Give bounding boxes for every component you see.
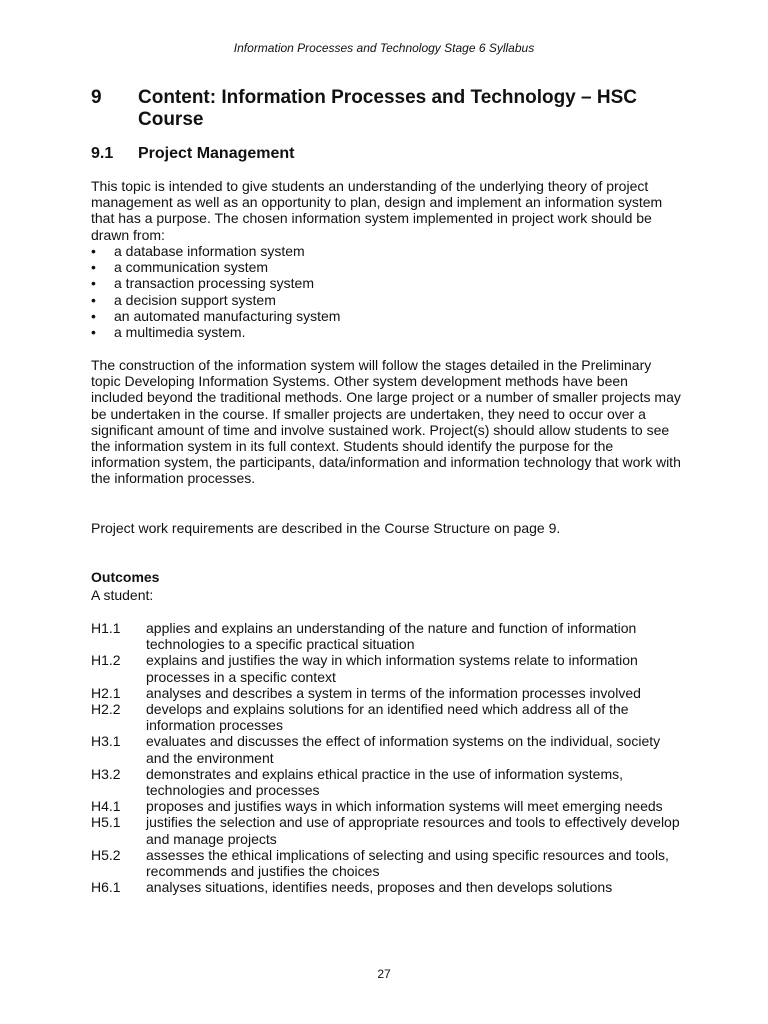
bullet-icon: •: [91, 275, 96, 292]
list-item-text: a multimedia system.: [114, 324, 246, 341]
outcome-item: [91, 766, 691, 798]
outcome-text: explains and justifies the way in which information systems relate to information processes in a specific context: [146, 652, 638, 685]
list-item: [91, 324, 681, 340]
outcome-list: [91, 620, 691, 895]
outcome-code: H3.1: [91, 733, 121, 750]
outcome-code: H5.2: [91, 846, 121, 863]
outcome-item: [91, 798, 691, 814]
section-number: 9.1: [91, 145, 114, 162]
outcome-item: [91, 685, 691, 701]
bullet-icon: •: [91, 291, 96, 308]
outcomes-lead: A student:: [91, 587, 154, 603]
construction-paragraph: The construction of the information system will follow the stages detailed in the Preliminary topic Developing Information Systems. Other system development methods have been included beyond the traditional methods. One large project or a number of smaller projects may be undertaken in the course. If smaller projects are undertaken, they need to occur over a significant amount of time and involve sustained work. Project(s) should allow students to see the information system in its full context. Students should identify the purpose for the information system, the participants, data/information and information technology that work with the information processes.: [91, 357, 681, 487]
list-item: [91, 259, 681, 275]
outcome-code: H6.1: [91, 879, 121, 896]
outcome-item: [91, 814, 691, 846]
list-item: [91, 308, 681, 324]
outcome-code: H1.1: [91, 620, 121, 636]
outcome-text: assesses the ethical implications of selecting and using specific resources and tools, recommends and justifies the choices: [146, 846, 669, 880]
outcome-item: [91, 733, 691, 765]
bullet-icon: •: [91, 243, 96, 259]
outcome-code: H4.1: [91, 798, 121, 815]
list-item: [91, 275, 681, 291]
list-item-text: a transaction processing system: [114, 275, 314, 292]
outcome-code: H3.2: [91, 765, 121, 782]
outcome-text: analyses situations, identifies needs, proposes and then develops solutions: [146, 879, 613, 896]
outcome-code: H2.2: [91, 701, 121, 718]
outcome-text: evaluates and discusses the effect of information systems on the individual, society and the environment: [146, 733, 661, 766]
bullet-icon: •: [91, 324, 96, 341]
list-item-text: a database information system: [114, 243, 305, 259]
system-type-list: [91, 243, 681, 340]
bullet-icon: •: [91, 259, 96, 276]
outcome-text: justifies the selection and use of appropriate resources and tools to effectively develop and manage projects: [146, 814, 680, 847]
outcome-text: proposes and justifies ways in which information systems will meet emerging needs: [146, 798, 663, 815]
outcome-code: H1.2: [91, 652, 121, 669]
outcome-text: develops and explains solutions for an identified need which address all of the information processes: [146, 701, 629, 734]
outcome-item: [91, 847, 691, 879]
project-work-paragraph: Project work requirements are described in the Course Structure on page 9.: [91, 520, 561, 536]
outcome-text: analyses and describes a system in terms of the information processes involved: [146, 684, 641, 701]
page-number: 27: [377, 967, 391, 981]
list-item: [91, 243, 681, 259]
bullet-icon: •: [91, 307, 96, 324]
outcome-item: [91, 652, 691, 684]
outcome-text: demonstrates and explains ethical practice in the use of information systems, technologies and processes: [146, 765, 624, 799]
outcome-text: applies and explains an understanding of the nature and function of information technologies to a specific practical situation: [146, 620, 637, 653]
list-item: [91, 292, 681, 308]
list-item-text: a communication system: [114, 259, 269, 276]
running-header: Information Processes and Technology Stage 6 Syllabus: [233, 41, 535, 55]
list-item-text: a decision support system: [114, 291, 276, 308]
section-title: Project Management: [138, 145, 295, 162]
outcome-item: [91, 701, 691, 733]
outcome-code: H5.1: [91, 814, 121, 831]
outcome-item: [91, 620, 691, 652]
intro-paragraph: This topic is intended to give students an understanding of the underlying theory of project management as well as an opportunity to plan, design and implement an information system that has a purpose. The chosen information system implemented in project work should be drawn from:: [91, 178, 663, 243]
outcomes-heading: Outcomes: [91, 569, 160, 585]
outcome-code: H2.1: [91, 684, 121, 701]
outcome-item: [91, 879, 691, 895]
chapter-title: Content: Information Processes and Technology – HSC Course: [138, 87, 637, 130]
list-item-text: an automated manufacturing system: [114, 307, 341, 324]
chapter-number: 9: [91, 87, 102, 108]
